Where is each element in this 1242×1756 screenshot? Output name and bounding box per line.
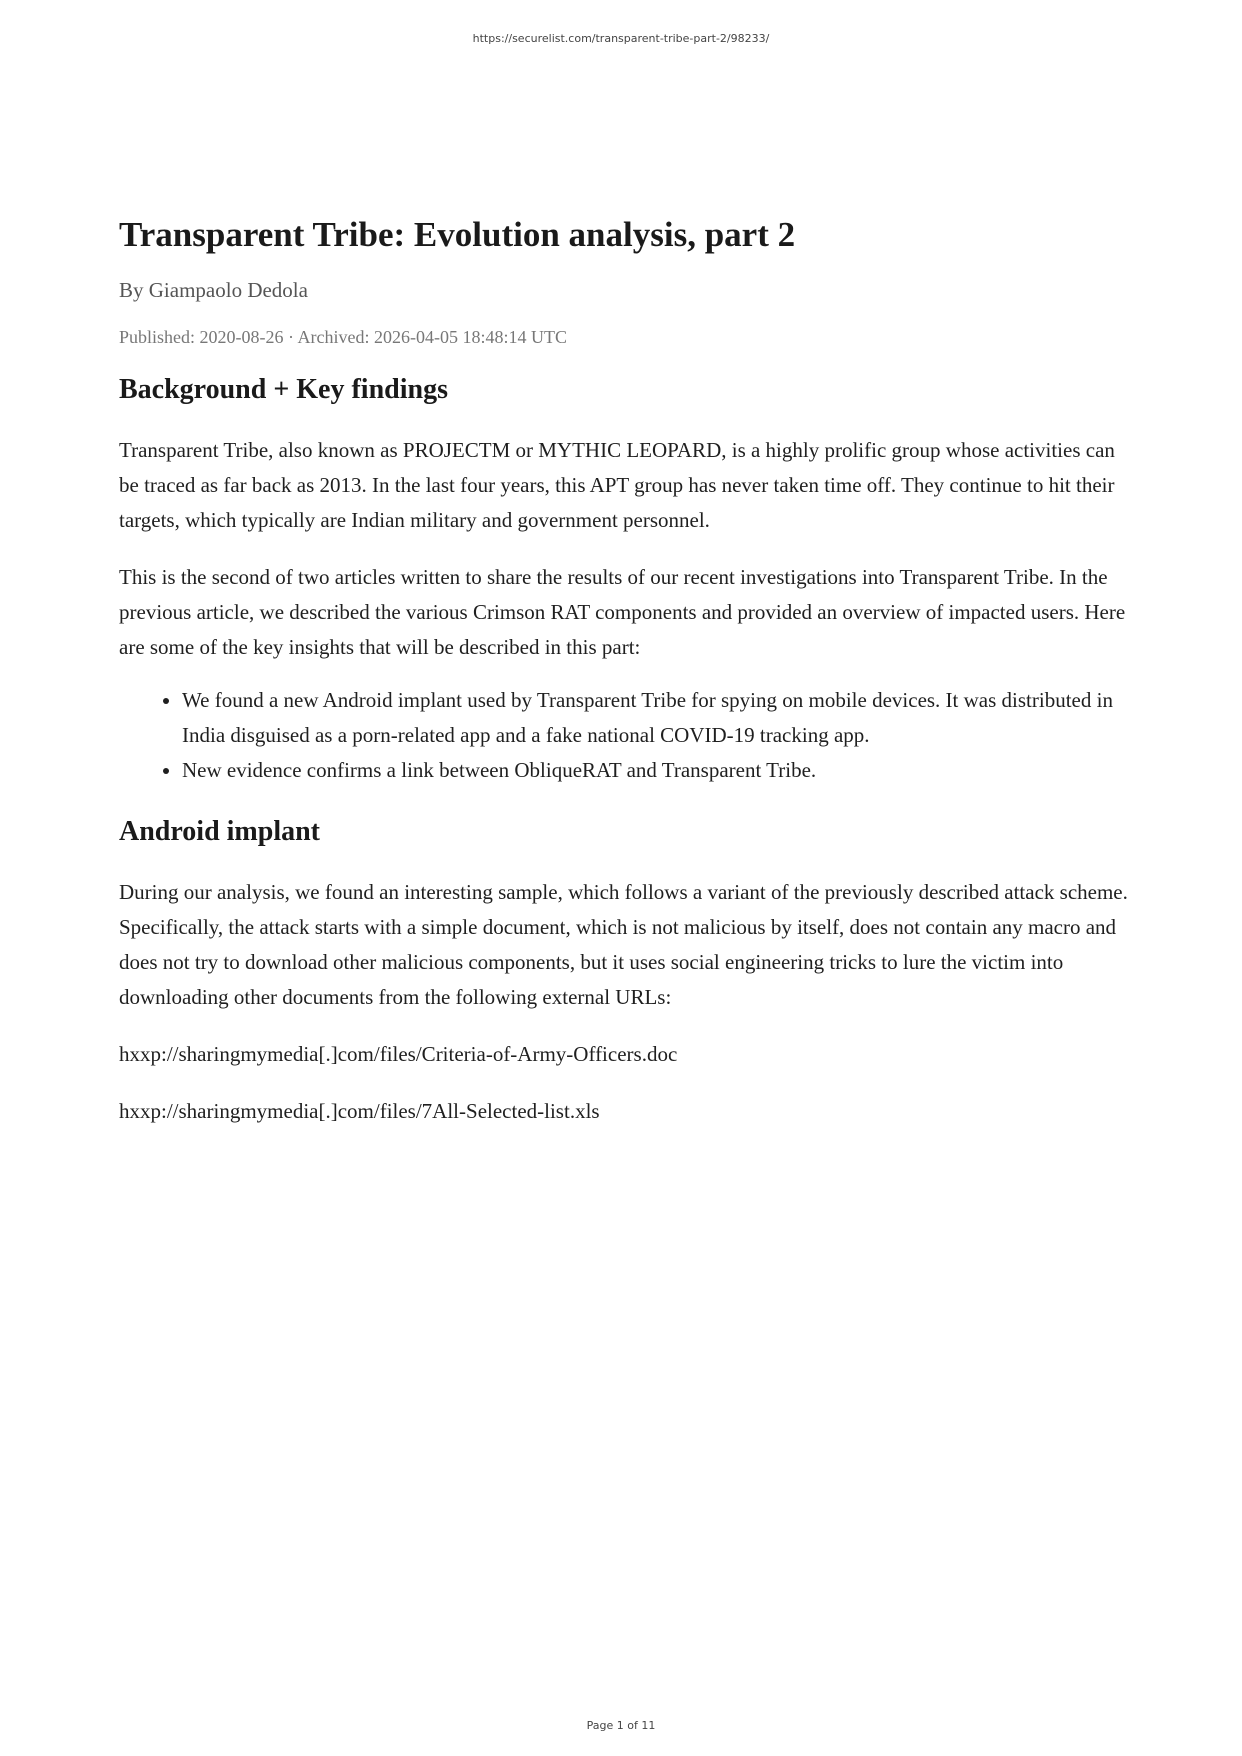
list-item: • New evidence confirms a link between ObliqueRAT and Transparent Tribe. [182,753,1129,788]
url-line: hxxp://sharingmymedia[.]com/files/Criteria-of-Army-Officers.doc [119,1042,678,1066]
article-meta: Published: 2020-08-26 · Archived: 2026-04-05 18:48:14 UTC [119,327,567,347]
paragraph: Transparent Tribe, also known as PROJECTM or MYTHIC LEOPARD, is a highly prolific group whose activities can be traced as far back as 2013. In the last four years, this APT group has never taken time off. They continue to hit their targets, which typically are Indian military and government personnel. [119,438,1115,532]
article [119,212,1129,1129]
section-heading-android-implant: Android implant [119,816,320,847]
page-url: https://securelist.com/transparent-tribe-part-2/98233/ [472,32,770,45]
key-findings-list [119,683,1129,788]
article-byline: By Giampaolo Dedola [119,278,308,302]
paragraph: This is the second of two articles written to share the results of our recent investigations into Transparent Tribe. In the previous article, we described the various Crimson RAT components and provided an overview of impacted users. Here are some of the key insights that will be described in this part: [119,565,1126,659]
article-title: Transparent Tribe: Evolution analysis, part 2 [119,215,796,254]
paragraph: During our analysis, we found an interesting sample, which follows a variant of the previously described attack scheme. Specifically, the attack starts with a simple document, which is not malicious by itself, does not contain any macro and does not try to download other malicious components, but it uses social engineering tricks to lure the victim into downloading other documents from the following external URLs: [119,880,1128,1009]
list-item: • We found a new Android implant used by Transparent Tribe for spying on mobile devices. It was distributed in India disguised as a porn-related app and a fake national COVID-19 tracking app. [182,683,1129,753]
section-heading-background: Background + Key findings [119,374,448,405]
url-line: hxxp://sharingmymedia[.]com/files/7All-Selected-list.xls [119,1099,600,1123]
page-number: Page 1 of 11 [586,1719,656,1732]
